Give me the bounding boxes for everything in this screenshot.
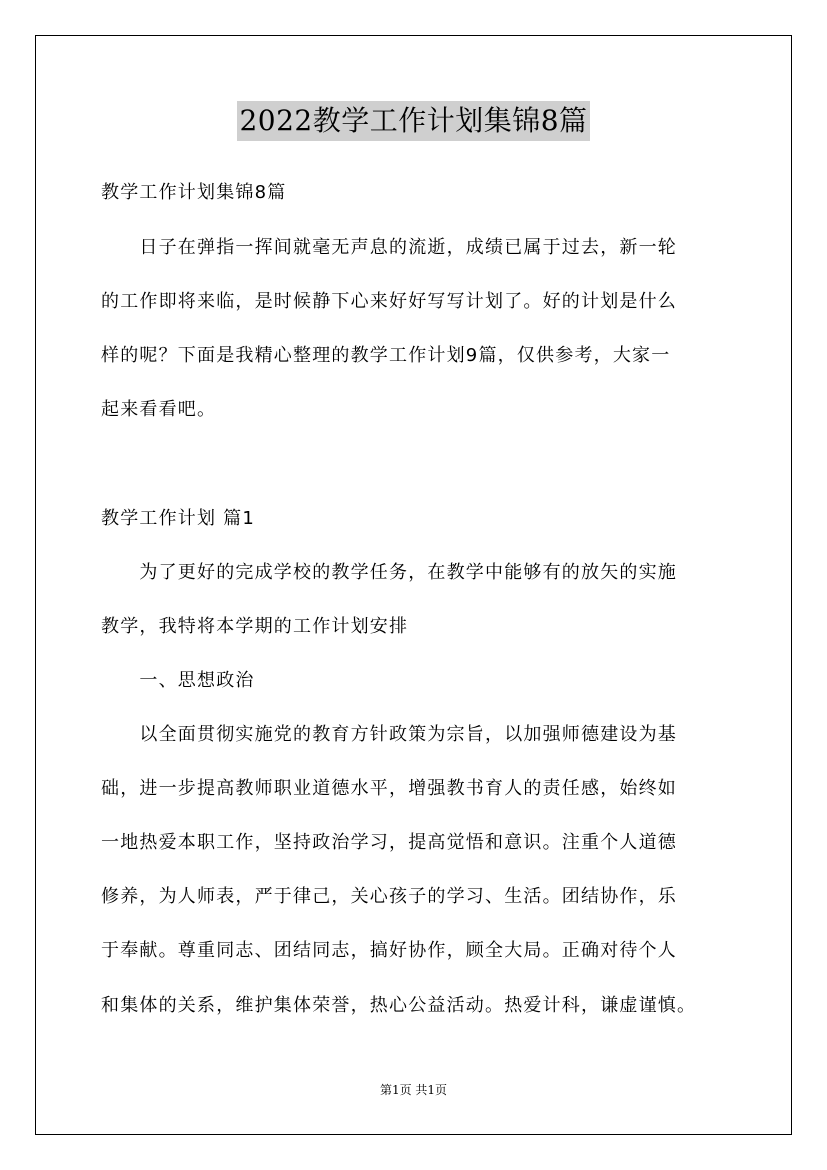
subtitle-line: 教学工作计划集锦8篇 [101, 182, 287, 203]
subsection-heading: 一、思想政治 [101, 670, 255, 691]
paragraph-line: 为了更好的完成学校的教学任务，在教学中能够有的放矢的实施 [101, 562, 677, 583]
page-footer: 第1页 共1页 [379, 1083, 448, 1097]
paragraph-line: 修养，为人师表，严于律己，关心孩子的学习、生活。团结协作，乐 [101, 886, 677, 907]
paragraph-line: 以全面贯彻实施党的教育方针政策为宗旨，以加强师德建设为基 [101, 724, 677, 745]
paragraph-line: 和集体的关系，维护集体荣誉，热心公益活动。热爱计科，谦虚谨慎。 [101, 995, 697, 1016]
paragraph-line: 日子在弹指一挥间就毫无声息的流逝，成绩已属于过去，新一轮 [101, 237, 677, 258]
paragraph-line: 教学，我特将本学期的工作计划安排 [101, 616, 409, 637]
paragraph-line: 于奉献。尊重同志、团结同志，搞好协作，顾全大局。正确对待个人 [101, 940, 677, 961]
paragraph-line: 一地热爱本职工作，坚持政治学习，提高觉悟和意识。注重个人道德 [101, 832, 677, 853]
section-heading: 教学工作计划 篇1 [101, 508, 255, 529]
paragraph-line: 的工作即将来临，是时候静下心来好好写写计划了。好的计划是什么 [101, 291, 677, 312]
title-wrap [0, 101, 827, 141]
paragraph-line: 起来看看吧。 [101, 399, 217, 420]
paragraph-line: 样的呢？下面是我精心整理的教学工作计划9篇，仅供参考，大家一 [101, 345, 671, 366]
document-title: 2022教学工作计划集锦8篇 [237, 101, 589, 141]
paragraph-line: 础，进一步提高教师职业道德水平，增强教书育人的责任感，始终如 [101, 778, 677, 799]
